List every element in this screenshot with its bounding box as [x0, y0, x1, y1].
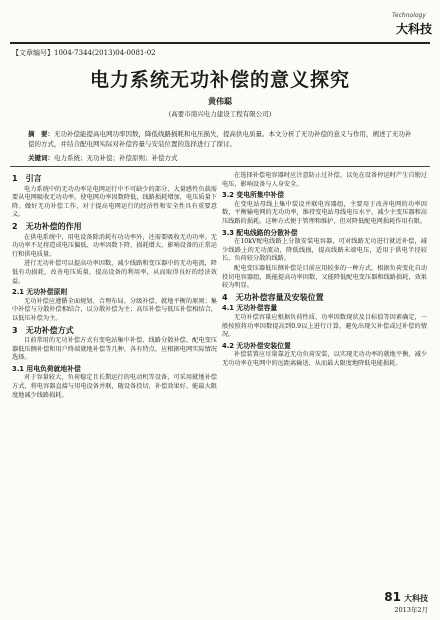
paragraph: 目前常用的无功补偿方式有变电站集中补偿、线路分散补偿、配电变压器低压侧补偿和用户终端就地补偿等几种，各有特点，应根据电网实际情况选择。	[12, 337, 217, 362]
subsection-heading: 3.2 变电所集中补偿	[222, 191, 284, 200]
header-rule	[10, 42, 430, 44]
paragraph: 无功补偿容量应根据负荷性质、功率因数现状及目标值等因素确定，一般按照将功率因数提高到0.9以上进行计算，避免出现欠补偿或过补偿的情况。	[222, 313, 427, 339]
abstract	[28, 129, 412, 149]
logo-name-text: 大科技	[396, 22, 433, 36]
article-number: 【文章编号】1004-7344(2013)04-0081-02	[12, 49, 156, 57]
subsection-heading: 4.2 无功补偿安装位置	[222, 341, 291, 350]
paragraph: 在10kV配电线路上分散安装电容器，可对线路无功进行就近补偿，减少线路上的无功流动，降低线损，提高线路末端电压，适用于供电半径较长、负荷较分散的线路。	[222, 238, 427, 263]
paragraph: 进行无功补偿可以提高功率因数，减少线路和变压器中的无功电流，降低有功损耗，改善电压质量，提高设备的利用率，从而取得良好的经济效益。	[12, 260, 217, 285]
issue-date: 2013年2月	[394, 606, 428, 614]
paragraph: 对于容量较大、负荷稳定且长期运行的电动机等设备，可采用就地补偿方式，将电容器直接与用电设备并联，随设备投切，补偿效果好，能最大限度地减少线路损耗。	[12, 374, 217, 399]
section-divider	[10, 166, 430, 167]
paper-title: 电力系统无功补偿的意义探究	[89, 69, 350, 91]
subsection-heading: 4.1 无功补偿容量	[222, 304, 278, 313]
author: 黄伟聪	[208, 96, 232, 106]
section-heading: 3 无功补偿方式	[12, 325, 74, 335]
journal-logo	[392, 12, 434, 42]
abstract-label: 摘 要：	[28, 130, 54, 138]
section-heading: 4 无功补偿容量及安装位置	[222, 292, 324, 302]
subsection-heading: 3.1 用电负荷就地补偿	[12, 364, 81, 373]
paragraph: 补偿装置应尽量靠近无功负荷安装，以实现无功功率的就地平衡，减少无功功率在电网中的远距离输送，从而最大限度地降低电能损耗。	[222, 351, 427, 367]
page-number: 81	[384, 590, 401, 604]
footer-brand: 大科技	[404, 594, 428, 603]
page-footer	[384, 586, 428, 614]
paragraph: 在供电系统中，用电设备除消耗有功功率外，还需要吸收无功功率。无功功率不足将造成电压偏低、功率因数下降、损耗增大，影响设备的正常运行和供电质量。	[12, 233, 217, 258]
abstract-text: 无功补偿能提高电网功率因数，降低线路损耗和电压损失，提高供电质量。本文分析了无功补偿的意义与作用，阐述了无功补偿的方式，并结合配电网实际对补偿容量与安装位置的选择进行了探讨。	[28, 130, 412, 148]
keywords-label: 关键词：	[28, 154, 54, 162]
paragraph: 配电变压器低压侧补偿是目前应用较多的一种方式，根据负荷变化自动投切电容器组，既能提高功率因数，又能降低配电变压器和线路损耗，效果较为明显。	[222, 264, 427, 290]
affiliation: (高要市南兴电力建设工程有限公司)	[168, 110, 272, 118]
paragraph: 电力系统中的无功功率是电网运行中不可缺少的部分，大量感性负载需要从电网吸收无功功率，使电网功率因数降低，线路损耗增加，电压质量下降。做好无功补偿工作，对于提高电网运行的经济性和安全性具有重要意义。	[12, 185, 217, 219]
keywords	[28, 153, 412, 163]
paragraph: 在选择补偿电容器时应注意防止过补偿，以免在设备停运时产生自励过电压，影响设备与人身安全。	[222, 172, 427, 188]
logo-brand-text: Technology	[392, 12, 426, 19]
subsection-heading: 2.1 无功补偿原则	[12, 288, 68, 297]
paragraph: 无功补偿应遵循全面规划、合理布局、分级补偿、就地平衡的原则；集中补偿与分散补偿相结合，以分散补偿为主；高压补偿与低压补偿相结合，以低压补偿为主。	[12, 297, 217, 322]
right-column	[222, 172, 427, 369]
paragraph: 在变电站母线上集中装设并联电容器组，主要用于改善电网的功率因数，平衡输电网的无功功率，维持变电站母线电压水平，减少主变压器和高压线路的损耗。这种方式便于管理和维护，但对降低配电网损耗作用有限。	[222, 200, 427, 225]
left-column	[12, 172, 217, 401]
section-heading: 1 引言	[12, 174, 42, 183]
section-heading: 2 无功补偿的作用	[12, 221, 82, 231]
subsection-heading: 3.3 配电线路的分散补偿	[222, 228, 298, 237]
keywords-text: 电力系统；无功补偿；补偿原则；补偿方式	[54, 154, 178, 162]
